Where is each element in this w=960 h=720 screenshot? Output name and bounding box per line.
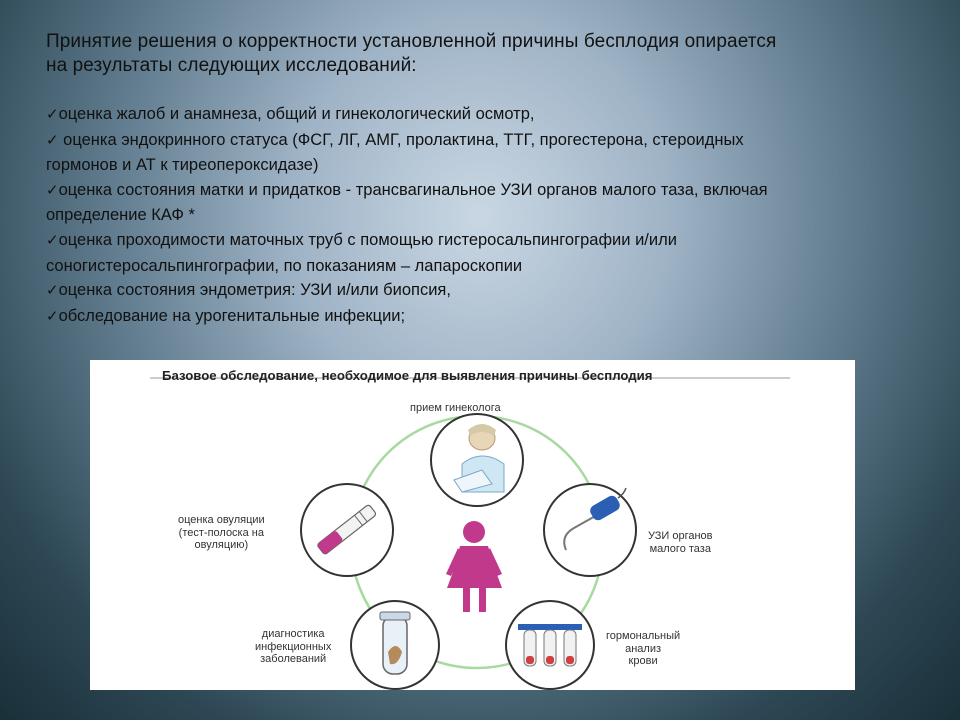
ultrasound-node [544, 484, 636, 576]
test-tube-icon [380, 612, 410, 674]
list-item [46, 102, 916, 128]
checkmark-icon: ✓ [46, 181, 59, 199]
list-item [46, 178, 916, 228]
list-item-text: оценка состояния матки и придатков - трансвагинальное УЗИ органов малого таза, включая [58, 180, 768, 199]
ovulation-label: оценка овуляции (тест-полоска на овуляцию) [178, 514, 265, 551]
heading-line-1: Принятие решения о корректности установленной причины бесплодия опирается [46, 31, 777, 52]
list-item-text: оценка состояния эндометрия: УЗИ и/или биопсия, [58, 281, 451, 300]
list-item [46, 278, 916, 304]
checkmark-icon: ✓ [46, 307, 59, 325]
slide-heading [46, 30, 916, 78]
woman-icon [446, 521, 502, 612]
list-item [46, 304, 916, 330]
list-item-text-cont: гормонов и АТ к тиреопероксидазе) [46, 156, 319, 175]
hormones-node [506, 601, 594, 689]
list-item [46, 228, 916, 278]
slide-text-block [46, 30, 916, 329]
list-item-text: оценка эндокринного статуса (ФСГ, ЛГ, АМГ, пролактина, ТТГ, прогестерона, стероидных [58, 130, 744, 149]
checkmark-icon: ✓ [46, 231, 59, 249]
list-item-text-cont: определение КАФ * [46, 206, 195, 225]
list-item [46, 128, 916, 178]
ultrasound-label: УЗИ органов малого таза [648, 530, 713, 555]
list-item-text: оценка проходимости маточных труб с помощью гистеросальпингографии и/или [58, 230, 677, 249]
diagnostic-diagram [90, 360, 855, 690]
checkmark-icon: ✓ [46, 106, 59, 123]
ovulation-node [301, 484, 393, 576]
list-item-text-cont: соногистеросальпингографии, по показаниям – лапароскопии [46, 256, 523, 275]
checkmark-icon: ✓ [46, 282, 59, 300]
list-item-text: обследование на урогенитальные инфекции; [58, 306, 406, 325]
hormones-label: гормональный анализ крови [606, 630, 681, 667]
node-circle [544, 484, 636, 576]
gynecologist-node [431, 414, 523, 506]
exam-list [46, 102, 916, 329]
blood-tubes-icon [518, 624, 582, 666]
infections-node [351, 601, 439, 689]
list-item-text: оценка жалоб и анамнеза, общий и гинекологический осмотр, [58, 105, 535, 123]
infections-label: диагностика инфекционных заболеваний [255, 628, 332, 665]
heading-line-2: на результаты следующих исследований: [46, 55, 417, 76]
figure-title: Базовое обследование, необходимое для выявления причины бесплодия [162, 368, 653, 383]
checkmark-icon: ✓ [46, 131, 59, 149]
gynecologist-label: прием гинеколога [410, 402, 501, 414]
